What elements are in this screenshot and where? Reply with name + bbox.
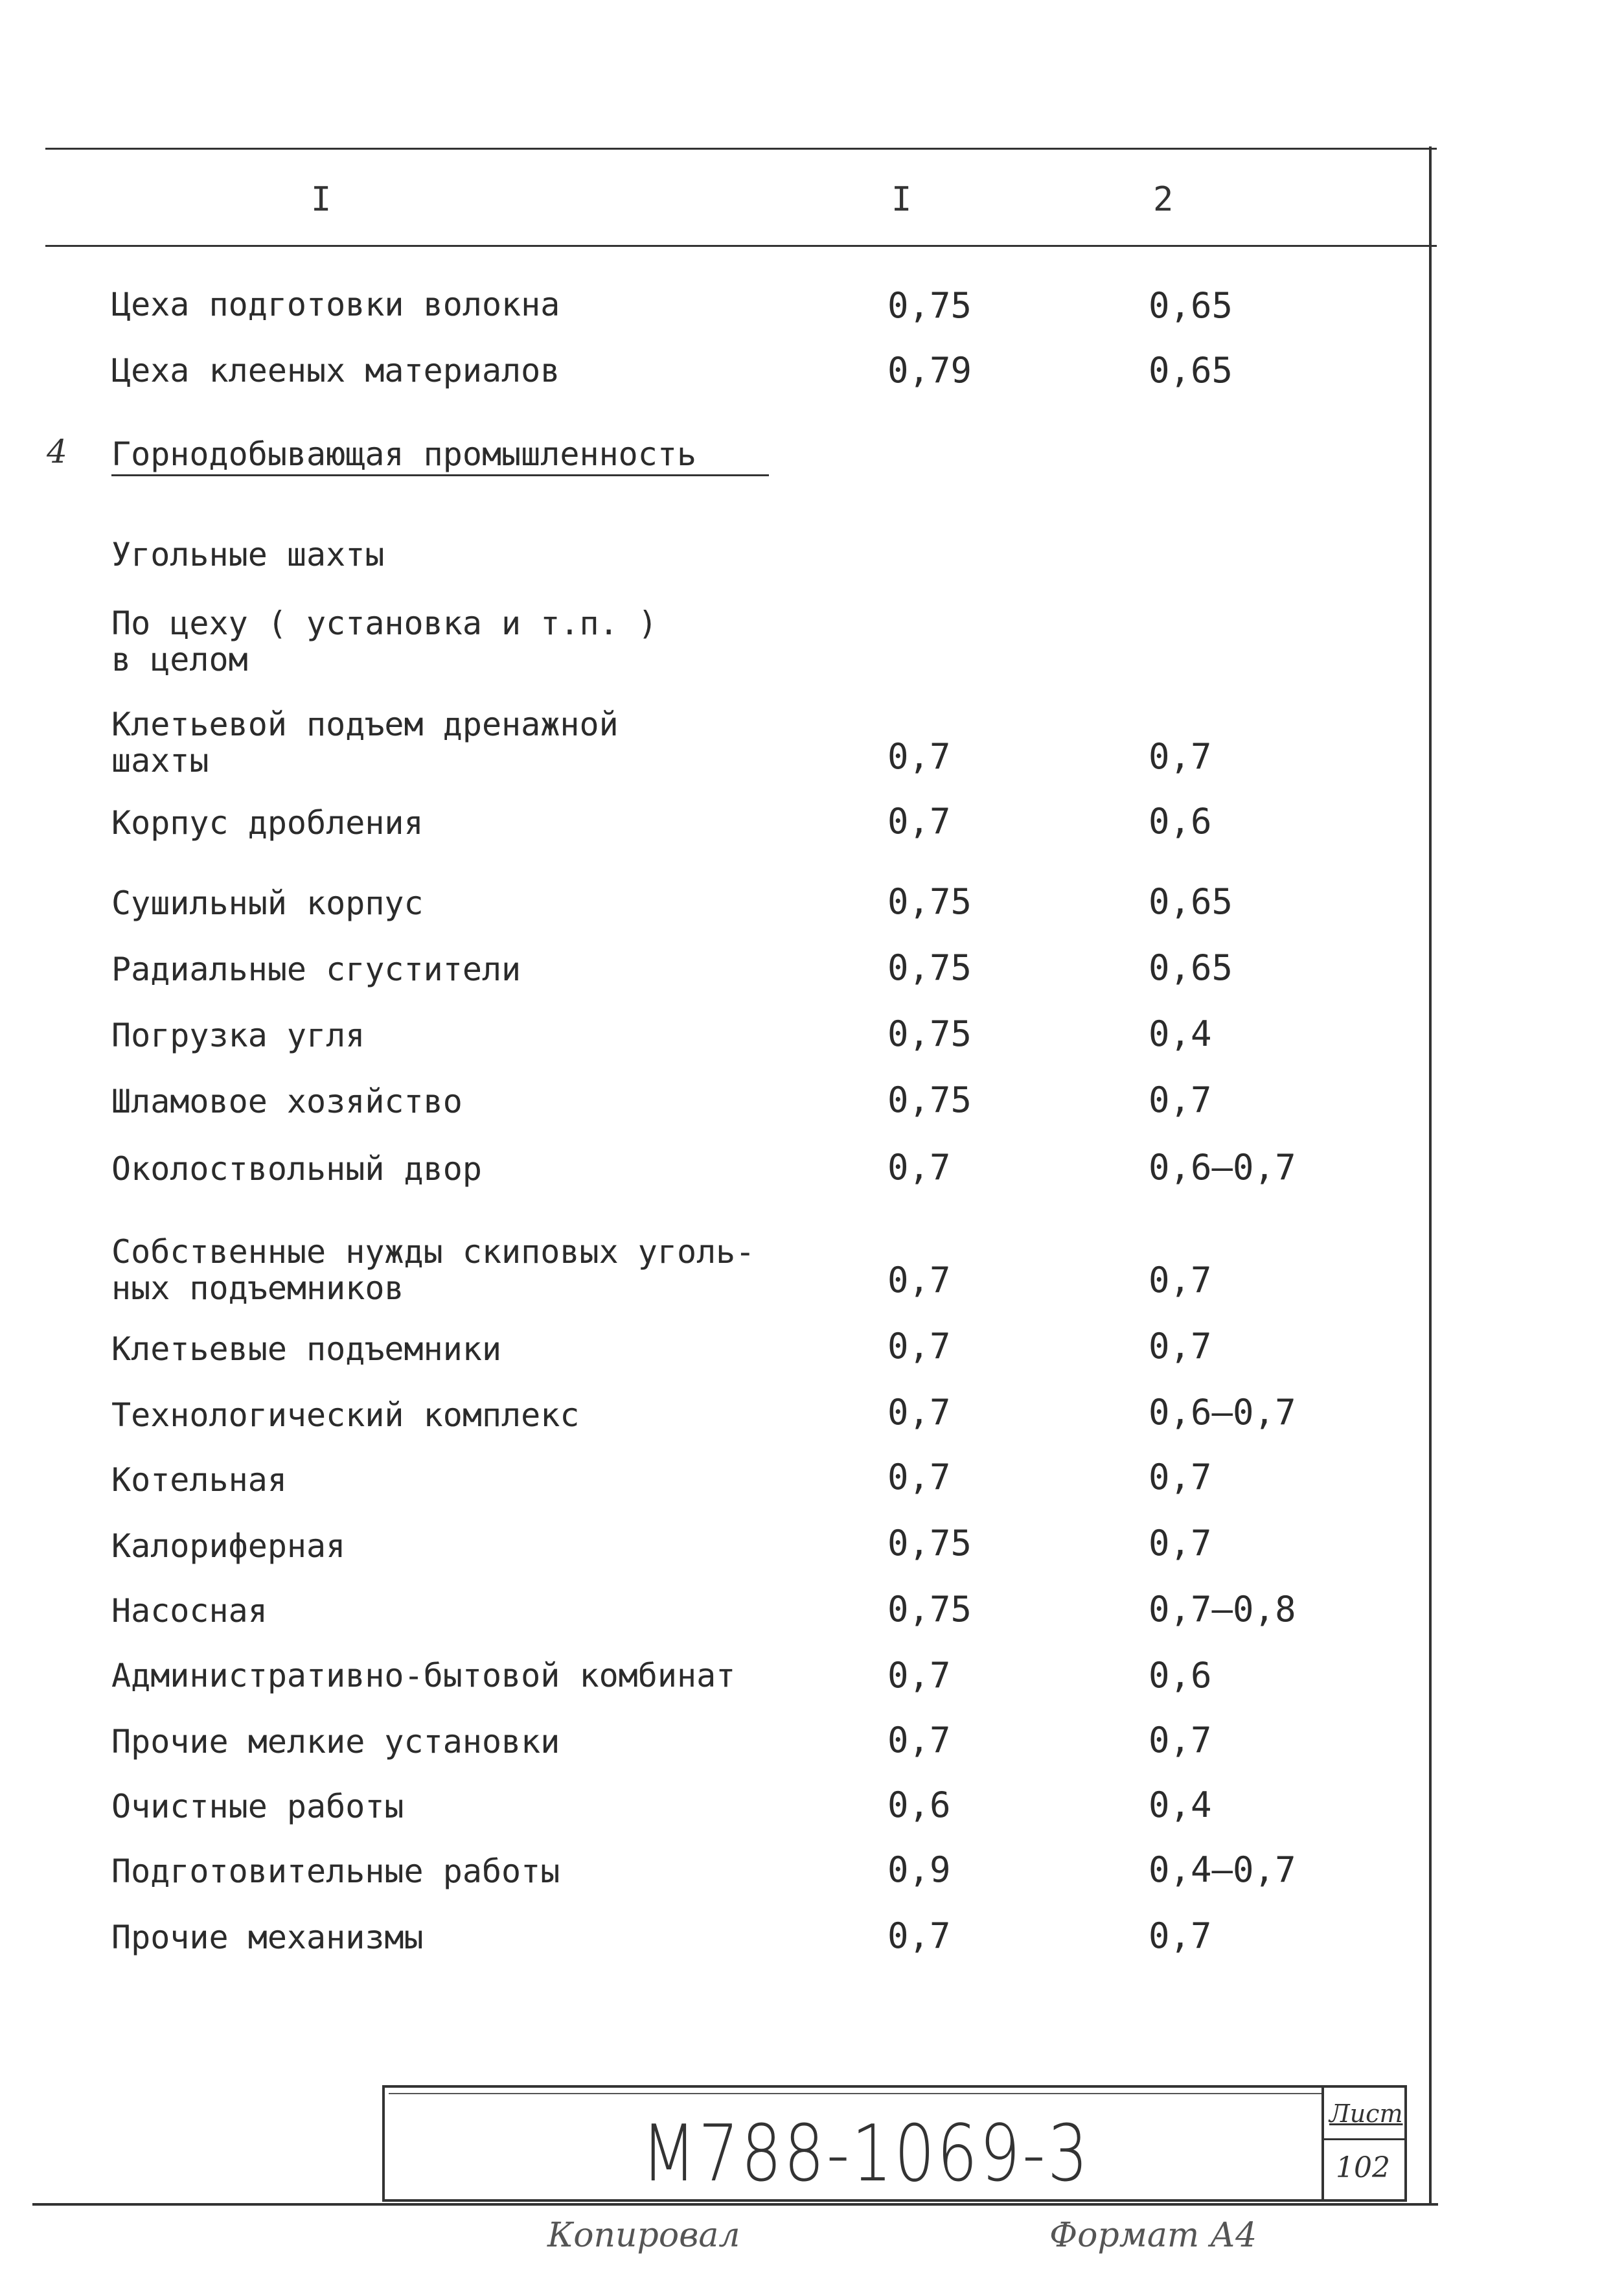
row-value-1: 0,75 bbox=[887, 881, 972, 922]
row-value-2: 0,7 bbox=[1149, 1457, 1212, 1497]
row-name: Корпус дробления bbox=[111, 804, 424, 842]
row-value-2: 0,6–0,7 bbox=[1149, 1392, 1296, 1433]
page-bottom-border bbox=[32, 2203, 1438, 2206]
row-value-2: 0,4 bbox=[1149, 1013, 1212, 1054]
row-value-2: 0,4 bbox=[1149, 1784, 1212, 1825]
sheet-number: 102 bbox=[1336, 2151, 1390, 2184]
row-name: Клетьевой подъем дренажной шахты bbox=[111, 706, 619, 780]
row-value-1: 0,7 bbox=[887, 1392, 951, 1433]
section-number: 4 bbox=[47, 433, 67, 470]
row-value-2: 0,65 bbox=[1149, 881, 1233, 922]
document-code: М788-1069-3 bbox=[641, 2109, 1090, 2199]
row-value-1: 0,75 bbox=[887, 947, 972, 988]
table-top-border bbox=[45, 148, 1437, 150]
row-value-1: 0,7 bbox=[887, 801, 951, 842]
row-name: Прочие мелкие установки bbox=[111, 1723, 560, 1761]
row-value-1: 0,7 bbox=[887, 1326, 951, 1367]
row-value-1: 0,6 bbox=[887, 1784, 951, 1825]
row-name: Технологический комплекс bbox=[111, 1396, 580, 1434]
subheading: По цеху ( установка и т.п. ) в целом bbox=[111, 605, 658, 678]
section-title: Горнодобывающая промышленность bbox=[111, 435, 697, 473]
row-name: Цеха клееных материалов bbox=[111, 352, 560, 389]
row-name: Радиальные сгустители bbox=[111, 951, 521, 988]
row-value-1: 0,7 bbox=[887, 1655, 951, 1696]
row-value-1: 0,7 bbox=[887, 1260, 951, 1300]
row-value-2: 0,7 bbox=[1149, 1523, 1212, 1564]
sheet-label: Лист bbox=[1329, 2099, 1403, 2128]
row-value-1: 0,7 bbox=[887, 1457, 951, 1497]
row-value-2: 0,65 bbox=[1149, 947, 1233, 988]
row-value-1: 0,7 bbox=[887, 1147, 951, 1188]
row-value-1: 0,7 bbox=[887, 1915, 951, 1956]
row-name: Околоствольный двор bbox=[111, 1150, 482, 1188]
row-value-2: 0,6–0,7 bbox=[1149, 1147, 1296, 1188]
footer-copied: Копировал bbox=[547, 2216, 740, 2255]
row-name: Котельная bbox=[111, 1461, 287, 1499]
row-value-1: 0,7 bbox=[887, 736, 951, 777]
header-col-2: 2 bbox=[1153, 180, 1174, 219]
footer-format: Формат А4 bbox=[1049, 2216, 1257, 2255]
header-bottom-border bbox=[45, 245, 1437, 247]
row-value-2: 0,6 bbox=[1149, 1655, 1212, 1696]
row-name: Клетьевые подъемники bbox=[111, 1330, 502, 1368]
row-value-1: 0,7 bbox=[887, 1720, 951, 1761]
row-value-1: 0,9 bbox=[887, 1849, 951, 1890]
row-value-1: 0,75 bbox=[887, 1523, 972, 1564]
row-value-1: 0,75 bbox=[887, 1589, 972, 1630]
title-block-inner-top bbox=[389, 2093, 1321, 2094]
row-name: Погрузка угля bbox=[111, 1017, 365, 1054]
title-block-divider bbox=[1321, 2085, 1324, 2202]
row-name: Насосная bbox=[111, 1592, 268, 1630]
subheading: Угольные шахты bbox=[111, 536, 385, 573]
row-value-2: 0,7 bbox=[1149, 1260, 1212, 1300]
table-right-border bbox=[1429, 146, 1432, 2206]
row-value-2: 0,7 bbox=[1149, 1915, 1212, 1956]
row-value-2: 0,4–0,7 bbox=[1149, 1849, 1296, 1890]
row-value-1: 0,75 bbox=[887, 1013, 972, 1054]
row-value-2: 0,65 bbox=[1149, 285, 1233, 326]
row-name: Подготовительные работы bbox=[111, 1853, 560, 1890]
row-value-1: 0,79 bbox=[887, 350, 972, 391]
header-col-1: I bbox=[891, 180, 912, 219]
header-col-name: I bbox=[311, 180, 332, 219]
row-value-2: 0,7 bbox=[1149, 736, 1212, 777]
row-name: Калориферная bbox=[111, 1527, 346, 1565]
row-value-2: 0,7–0,8 bbox=[1149, 1589, 1296, 1630]
title-block-sheet-divider bbox=[1321, 2138, 1407, 2140]
row-value-2: 0,7 bbox=[1149, 1080, 1212, 1120]
row-value-1: 0,75 bbox=[887, 1080, 972, 1120]
row-name: Очистные работы bbox=[111, 1788, 404, 1825]
section-underline bbox=[111, 474, 769, 476]
row-name: Собственные нужды скиповых уголь- ных подъемников bbox=[111, 1233, 755, 1307]
row-name: Сушильный корпус bbox=[111, 884, 424, 922]
row-name: Шламовое хозяйство bbox=[111, 1083, 463, 1120]
row-name: Административно-бытовой комбинат bbox=[111, 1657, 736, 1694]
row-value-2: 0,7 bbox=[1149, 1326, 1212, 1367]
row-name: Цеха подготовки волокна bbox=[111, 286, 560, 323]
row-value-1: 0,75 bbox=[887, 285, 972, 326]
row-name: Прочие механизмы bbox=[111, 1919, 424, 1956]
row-value-2: 0,6 bbox=[1149, 801, 1212, 842]
row-value-2: 0,65 bbox=[1149, 350, 1233, 391]
row-value-2: 0,7 bbox=[1149, 1720, 1212, 1761]
